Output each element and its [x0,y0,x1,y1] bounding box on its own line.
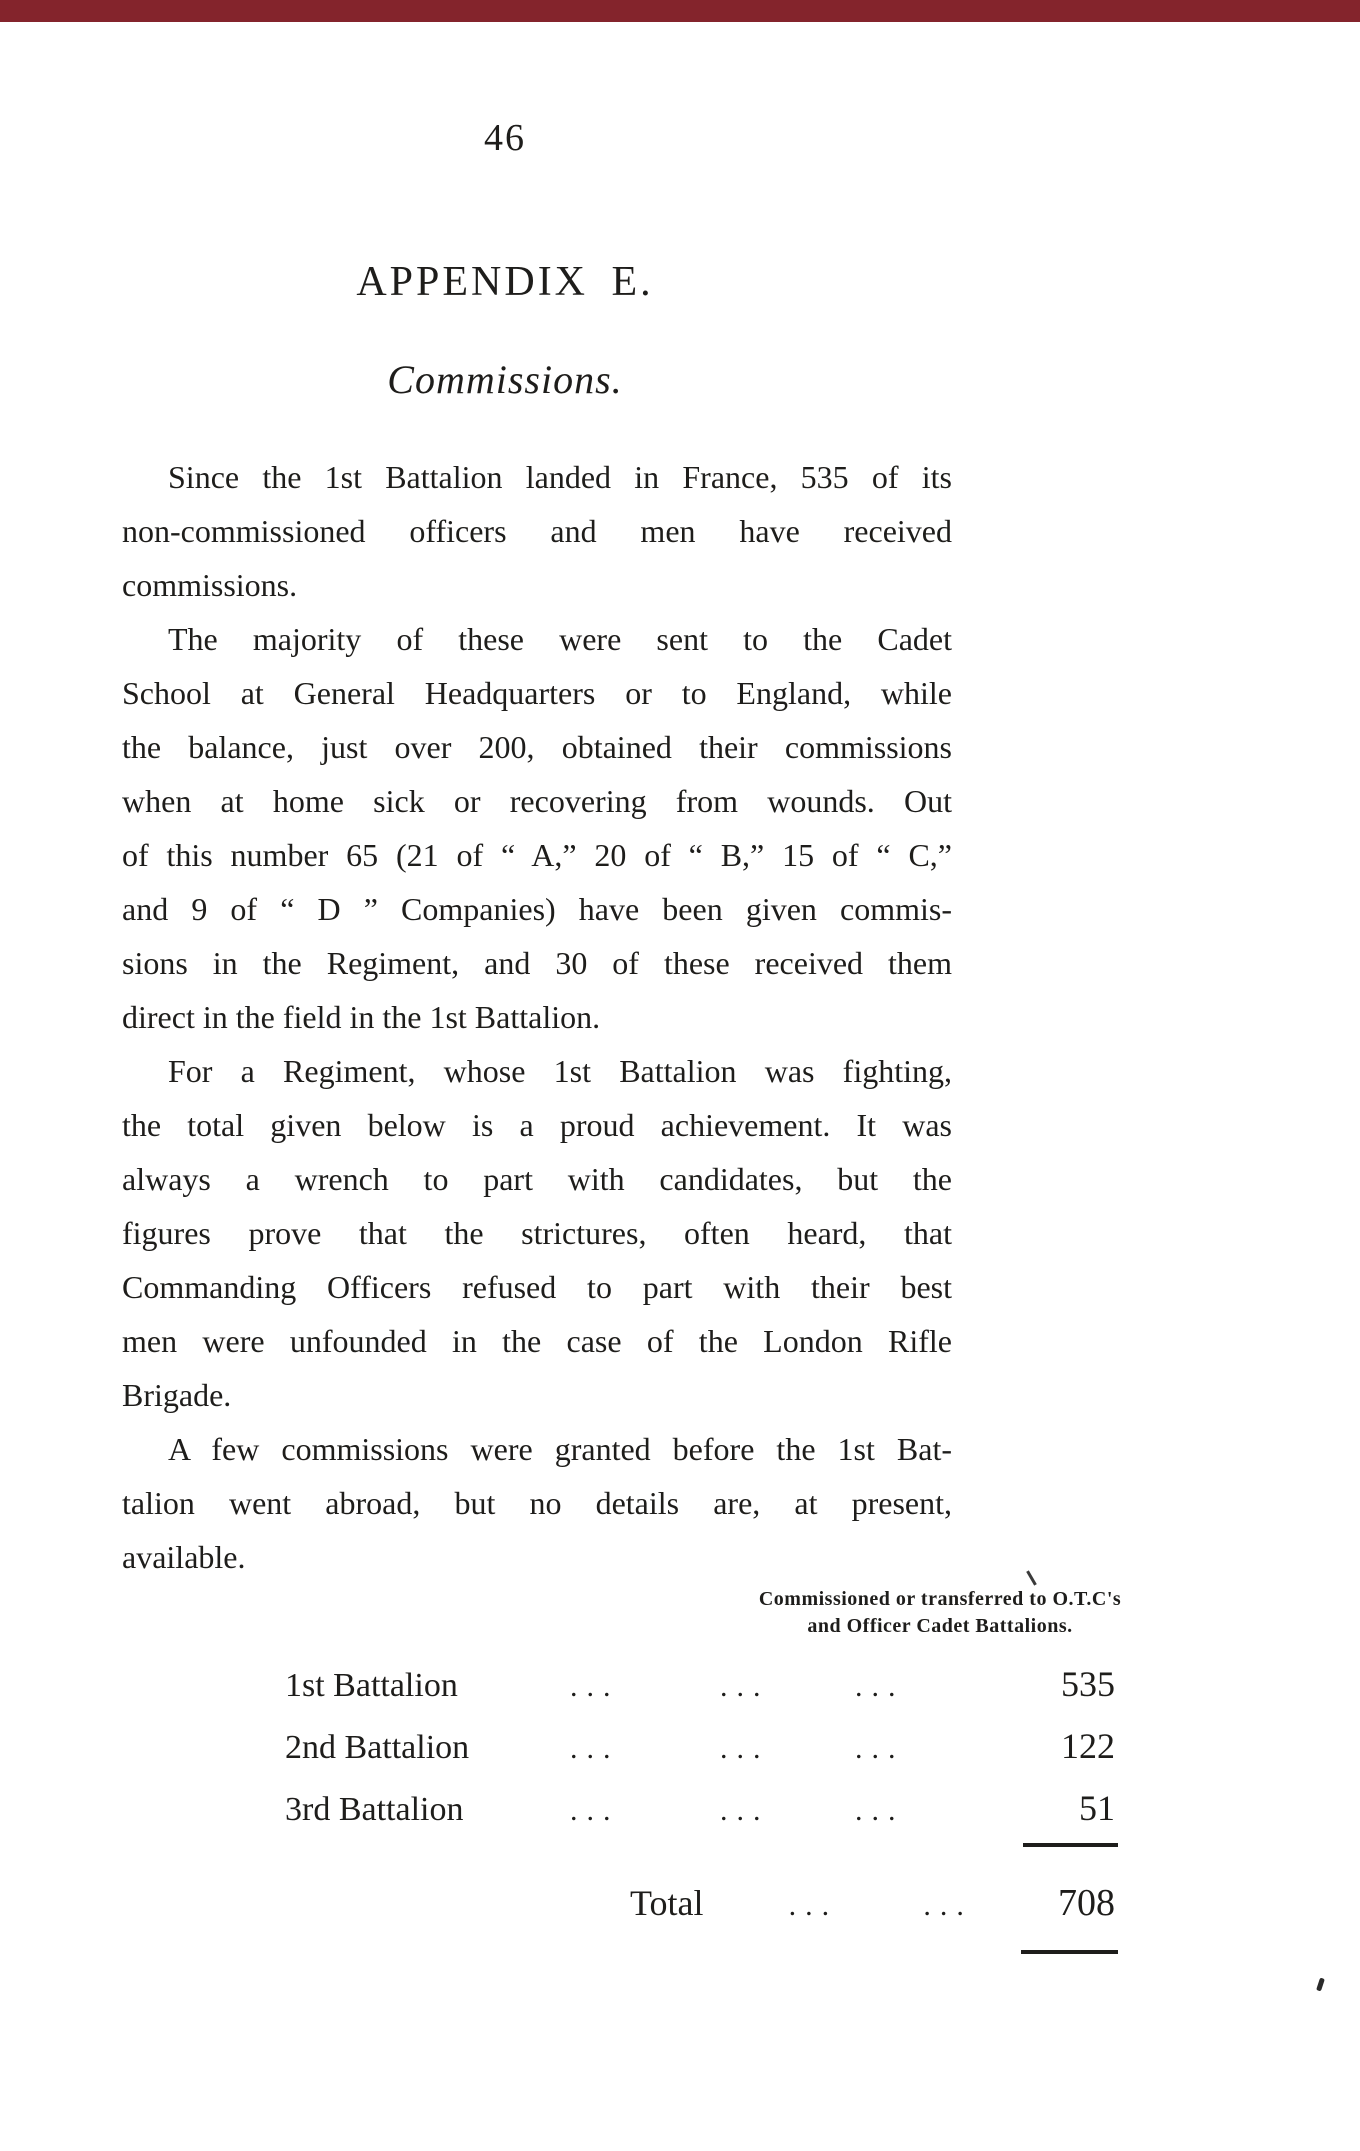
paragraph-line: For a Regiment, whose 1st Battalion was fighting, [168,1053,952,1089]
leader-dots: ... [855,1670,905,1703]
paragraph-line: direct in the field in the 1st Battalion. [122,999,601,1035]
paragraph-line: commissions. [122,567,298,603]
scan-speck [1026,1570,1037,1585]
leader-dots: ... [570,1670,620,1703]
paragraph-line: Commanding Officers refused to part with their best [122,1269,952,1305]
paragraph-line: School at General Headquarters or to England, while [122,675,952,711]
paragraph-line: The majority of these were sent to the Cadet [168,621,952,657]
body-text [122,450,952,1584]
leader-dots: ... [720,1670,770,1703]
leader-dots: ... [923,1889,973,1922]
paragraph-line: the balance, just over 200, obtained their commissions [122,729,952,765]
commissions-subheading: Commissions. [387,357,623,402]
table-total-row [630,1878,1115,1931]
leader-dots: ... [788,1889,839,1922]
leader-dots: ... [720,1794,770,1827]
leader-dots: ... [720,1732,770,1765]
table-header-line2: and Officer Cadet Battalions. [807,1615,1073,1637]
table-row-1st-battalion [285,1662,1115,1709]
paragraph-line: men were unfounded in the case of the London Rifle [122,1323,952,1359]
total-label: Total [630,1883,704,1923]
paragraph-line: figures prove that the strictures, often heard, that [122,1215,952,1251]
battalion-value: 51 [1079,1788,1115,1828]
paragraph-line: the total given below is a proud achievement. It was [122,1107,952,1143]
leader-dots: ... [570,1794,620,1827]
paragraph-line: when at home sick or recovering from wounds. Out [122,783,952,819]
paragraph-line: sions in the Regiment, and 30 of these received them [122,945,952,981]
total-value: 708 [1057,1882,1115,1924]
total-rule-top [1023,1843,1118,1847]
paragraph-line: talion went abroad, but no details are, at present, [122,1485,952,1521]
paragraph-line: and 9 of “ D ” Companies) have been given commis- [122,891,952,927]
table-header-line1: Commissioned or transferred to O.T.C's [758,1588,1122,1610]
total-rule-bottom [1021,1950,1118,1954]
leader-dots: ... [570,1732,620,1765]
battalion-value: 535 [1061,1664,1115,1704]
table-header [660,1586,1220,1640]
paragraph-line: of this number 65 (21 of “ A,” 20 of “ B,” 15 of “ C,” [122,837,952,873]
table-row-2nd-battalion [285,1724,1115,1771]
leader-dots: ... [855,1732,905,1765]
appendix-heading: APPENDIX E. [356,259,654,305]
battalion-label: 1st Battalion [285,1667,458,1704]
paragraph-line: Since the 1st Battalion landed in France, 535 of its [168,459,952,495]
leader-dots: ... [855,1794,905,1827]
battalion-label: 3rd Battalion [285,1791,464,1828]
paragraph-line: available. [122,1539,246,1575]
scan-speck [1316,1978,1325,1992]
paragraph-line: Brigade. [122,1377,232,1413]
battalion-value: 122 [1061,1726,1115,1766]
paragraph-line: always a wrench to part with candidates, but the [122,1161,952,1197]
scan-edge-band [0,0,1360,22]
battalion-label: 2nd Battalion [285,1729,470,1766]
page-number: 46 [484,117,526,159]
paragraph-line: A few commissions were granted before the 1st Bat- [168,1431,952,1467]
table-row-3rd-battalion [285,1786,1115,1833]
paragraph-line: non-commissioned officers and men have received [122,513,952,549]
